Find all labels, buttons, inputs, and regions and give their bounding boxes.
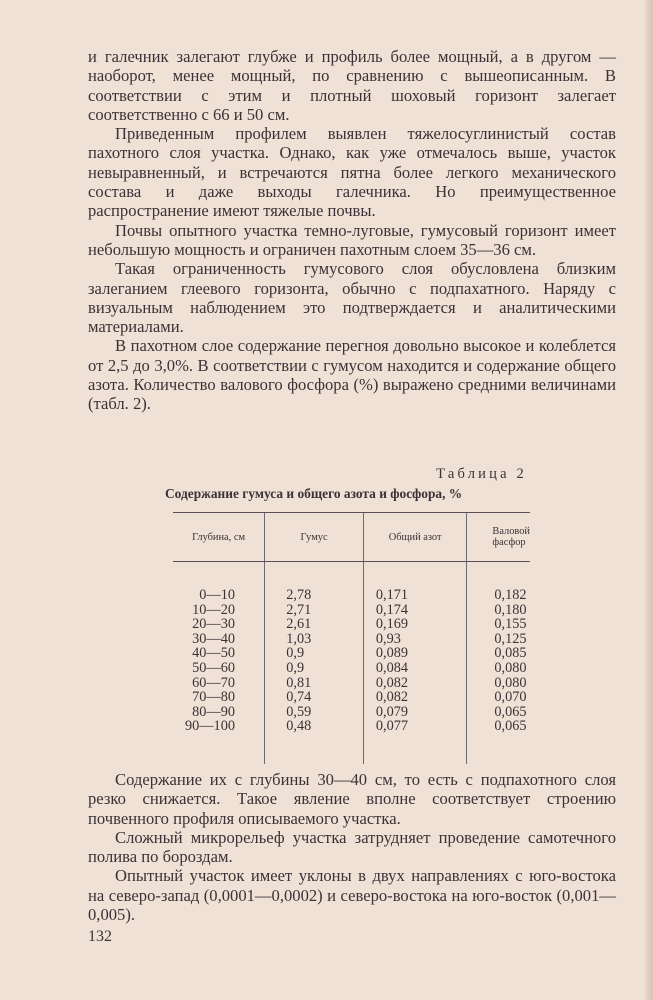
paragraph: Приведенным профилем выявлен тяжелосуглинистый состав пахотного слоя участка. Однако, как уже отмечалось выше, участок невыравненный, и встречаются пятна более легкого механического состава и даже выходы галечника. Но преимущественное распространение имеют тяжелые почвы.: [88, 124, 616, 221]
cell-depth-value: 10—20: [192, 601, 235, 618]
table-row: [173, 603, 530, 618]
cell-nitrogen: 0,077: [363, 719, 467, 734]
cell-humus: 2,78: [265, 588, 364, 603]
cell-humus: 2,61: [265, 617, 364, 632]
cell-depth-value: 70—80: [192, 689, 235, 706]
cell-depth: [173, 690, 265, 705]
cell-nitrogen: 0,169: [363, 617, 467, 632]
cell-humus: 0,59: [265, 705, 364, 720]
cell-humus: 2,71: [265, 603, 364, 618]
cell-phosphorus: 0,085: [467, 646, 530, 661]
cell-humus: 0,74: [265, 690, 364, 705]
cell-depth-value: 30—40: [192, 630, 235, 647]
header-phosphorus-line2: фасфор: [492, 537, 526, 548]
paragraph: Опытный участок имеет уклоны в двух направлениях с юго-востока на северо-запад (0,0001—0,0002) и северо-востока на юго-восток (0,001—0,005).: [88, 866, 616, 925]
paragraph: Содержание их с глубины 30—40 см, то есть с подпахотного слоя резко снижается. Такое явление вполне соответствует строению почвенного профиля описываемого участка.: [88, 770, 616, 828]
header-phosphorus: [467, 513, 530, 562]
table-label: Таблица 2: [436, 466, 527, 482]
cell-depth: [173, 632, 265, 647]
cell-phosphorus: 0,065: [467, 719, 530, 734]
page-number: 132: [88, 928, 112, 945]
cell-depth-value: 20—30: [192, 616, 235, 633]
cell-nitrogen: 0,171: [363, 588, 467, 603]
table-row: [173, 690, 530, 705]
header-phosphorus-line1: Валовой: [492, 526, 530, 537]
cell-nitrogen: 0,082: [363, 690, 467, 705]
cell-phosphorus: 0,155: [467, 617, 530, 632]
page-edge-shadow: [645, 0, 653, 1000]
table-row: [173, 719, 530, 734]
cell-depth: [173, 603, 265, 618]
cell-depth-value: 80—90: [192, 703, 235, 720]
cell-depth: [173, 705, 265, 720]
table-row: [173, 588, 530, 603]
paragraph: Такая ограниченность гумусового слоя обусловлена близким залеганием глеевого горизонта, обычно с подпахатного. Наряду с визуальным наблюдением это подтверждается и аналитическими материалами.: [88, 259, 616, 337]
cell-phosphorus: 0,125: [467, 632, 530, 647]
cell-nitrogen: 0,174: [363, 603, 467, 618]
cell-depth-value: 40—50: [192, 645, 235, 662]
cell-phosphorus: 0,065: [467, 705, 530, 720]
body-text-bottom: [88, 770, 616, 924]
table-caption: Содержание гумуса и общего азота и фосфора, %: [165, 486, 463, 501]
table-row: [173, 676, 530, 691]
cell-phosphorus: 0,080: [467, 661, 530, 676]
cell-nitrogen: 0,089: [363, 646, 467, 661]
cell-nitrogen: 0,084: [363, 661, 467, 676]
table-spacer: [173, 562, 530, 589]
table-row: [173, 632, 530, 647]
table-row: [173, 661, 530, 676]
cell-depth-value: 0—10: [199, 587, 235, 603]
cell-phosphorus: 0,182: [467, 588, 530, 603]
cell-depth-value: 60—70: [192, 674, 235, 691]
cell-depth-value: 50—60: [192, 659, 235, 676]
cell-nitrogen: 0,079: [363, 705, 467, 720]
cell-depth: [173, 588, 265, 603]
cell-nitrogen: 0,93: [363, 632, 467, 647]
table-row: [173, 705, 530, 720]
cell-depth: [173, 646, 265, 661]
cell-nitrogen: 0,082: [363, 676, 467, 691]
header-depth: Глубина, см: [173, 513, 265, 562]
paragraph: и галечник залегают глубже и профиль более мощный, а в другом — наоборот, менее мощный, по сравнению с вышеописанным. В соответствии с этим и плотный шоховый горизонт залегает соответственно с 66 и 50 см.: [88, 47, 616, 124]
table-row: [173, 617, 530, 632]
cell-phosphorus: 0,070: [467, 690, 530, 705]
cell-depth: [173, 617, 265, 632]
cell-humus: 0,48: [265, 719, 364, 734]
body-text-top: [88, 47, 616, 414]
cell-depth: [173, 719, 265, 734]
header-nitrogen: Общий азот: [363, 513, 467, 562]
cell-humus: 0,81: [265, 676, 364, 691]
cell-depth: [173, 676, 265, 691]
header-humus: Гумус: [265, 513, 364, 562]
paragraph: В пахотном слое содержание перегноя довольно высокое и колеблется от 2,5 до 3,0%. В соответствии с гумусом находится и содержание общего азота. Количество валового фосфора (%) выражено средними величинами (табл. 2).: [88, 336, 616, 414]
paragraph: Почвы опытного участка темно-луговые, гумусовый горизонт имеет небольшую мощность и ограничен пахотным слоем 35—36 см.: [88, 220, 616, 259]
soil-data-table: [173, 512, 530, 764]
paragraph: Сложный микрорельеф участка затрудняет проведение самотечного полива по бороздам.: [88, 827, 616, 867]
table-spacer: [173, 734, 530, 764]
cell-phosphorus: 0,080: [467, 676, 530, 691]
cell-humus: 1,03: [265, 632, 364, 647]
cell-humus: 0,9: [265, 646, 364, 661]
cell-depth: [173, 661, 265, 676]
table-row: [173, 646, 530, 661]
cell-phosphorus: 0,180: [467, 603, 530, 618]
cell-depth-value: 90—100: [184, 718, 235, 735]
table-header-row: [173, 513, 530, 562]
cell-humus: 0,9: [265, 661, 364, 676]
